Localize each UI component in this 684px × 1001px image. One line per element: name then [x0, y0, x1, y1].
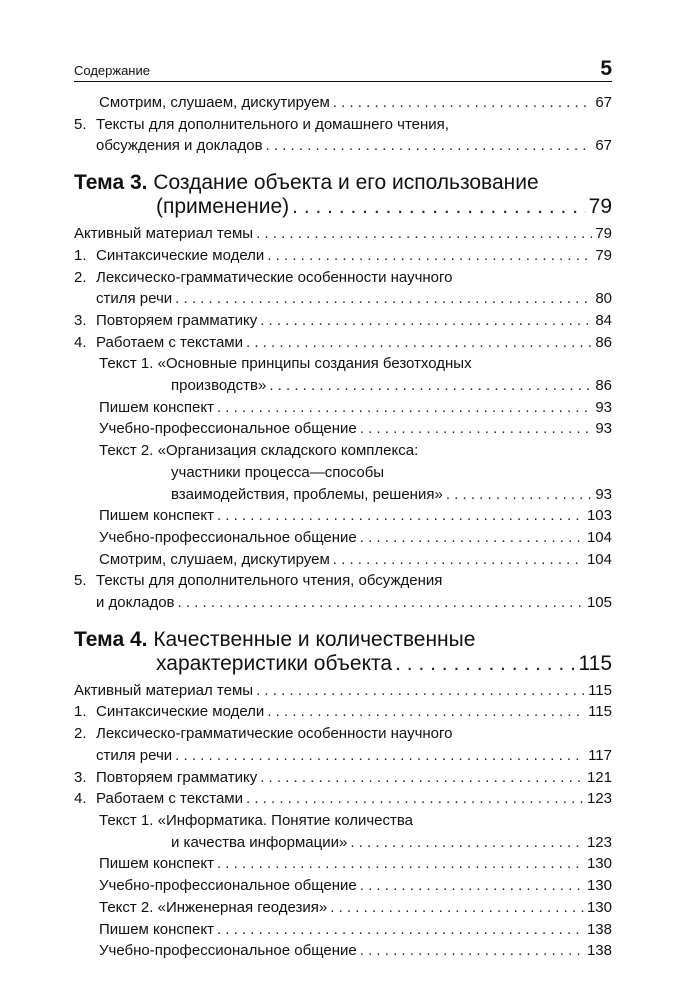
toc-page-ref: 79: [595, 225, 612, 243]
toc-entry-text: Тема 3. Создание объекта и его использование: [74, 171, 539, 195]
dot-leader: [266, 135, 593, 157]
toc-entry[interactable]: [74, 919, 612, 941]
toc-page-ref: 105: [586, 594, 612, 612]
table-of-contents: [74, 92, 612, 962]
toc-page-ref: 130: [586, 898, 612, 916]
toc-page-ref: 117: [588, 746, 612, 764]
dot-leader: [269, 375, 592, 397]
toc-entry-text: Тексты для дополнительного и домашнего чтения,: [96, 115, 449, 133]
toc-entry-number: 2.: [74, 725, 87, 743]
toc-entry-text: Смотрим, слушаем, дискутируем: [99, 94, 330, 111]
toc-entry-text: стиля речи: [96, 746, 173, 764]
toc-entry-cont[interactable]: [74, 592, 612, 614]
dot-leader: [217, 397, 592, 419]
toc-entry[interactable]: [74, 875, 612, 897]
topic-label: Тема 3.: [74, 171, 148, 195]
toc-entry[interactable]: [74, 505, 612, 527]
dot-leader: [246, 332, 592, 354]
toc-entry-text: (применение): [156, 195, 290, 219]
toc-page: [74, 56, 612, 962]
dot-leader: [260, 310, 592, 332]
dot-leader: [260, 767, 584, 789]
toc-entry-cont[interactable]: [74, 832, 612, 854]
toc-entry[interactable]: [74, 114, 612, 136]
toc-entry[interactable]: [74, 223, 612, 245]
toc-entry-text: характеристики объекта: [156, 651, 393, 675]
dot-leader: [217, 853, 584, 875]
toc-page-ref: 84: [595, 311, 612, 329]
dot-leader: [267, 245, 592, 267]
toc-entry-text: Учебно-профессиональное общение: [99, 877, 357, 895]
dot-leader: [446, 484, 593, 506]
toc-page-ref: 86: [595, 377, 612, 395]
toc-page-ref: 104: [586, 528, 612, 546]
toc-entry-number: 5.: [74, 115, 87, 133]
dot-leader: [350, 832, 584, 854]
dot-leader: [360, 875, 584, 897]
dot-leader: [333, 549, 584, 571]
toc-entry-text: Повторяем грамматику: [96, 768, 258, 786]
toc-entry[interactable]: [74, 570, 612, 592]
dot-leader: [267, 701, 585, 723]
dot-leader: [175, 288, 592, 310]
toc-entry-text: Смотрим, слушаем, дискутируем: [99, 550, 330, 568]
dot-leader: [395, 652, 575, 676]
toc-page-ref: 115: [588, 681, 612, 699]
dot-leader: [360, 527, 584, 549]
toc-entry-text: Работаем с текстами: [96, 790, 243, 808]
toc-entry[interactable]: [74, 810, 612, 832]
dot-leader: [330, 897, 584, 919]
toc-entry-number: 1.: [74, 703, 87, 721]
toc-entry[interactable]: [74, 310, 612, 332]
toc-entry-text: Активный материал темы: [74, 225, 254, 243]
toc-page-ref: 121: [586, 768, 612, 786]
toc-page-ref: 67: [595, 137, 612, 155]
toc-entry-text: Тексты для дополнительного чтения, обсуждения: [96, 572, 443, 590]
toc-page-ref: 130: [586, 877, 612, 895]
toc-page-ref: 115: [588, 703, 612, 721]
toc-entry-text: и докладов: [96, 594, 175, 612]
dot-leader: [360, 418, 593, 440]
toc-page-ref: 79: [595, 246, 612, 264]
toc-entry-text: Синтаксические модели: [96, 703, 265, 721]
toc-entry-text: и качества информации»: [171, 833, 348, 851]
toc-page-ref: 93: [595, 420, 612, 438]
toc-entry[interactable]: [74, 418, 612, 440]
toc-entry[interactable]: [74, 788, 612, 810]
toc-entry-cont[interactable]: [74, 375, 612, 397]
toc-entry[interactable]: [74, 767, 612, 789]
toc-page-ref: 130: [586, 855, 612, 873]
toc-entry[interactable]: [74, 549, 612, 571]
toc-entry[interactable]: [74, 332, 612, 354]
toc-entry-number: 3.: [74, 311, 87, 329]
toc-entry-text: Пишем конспект: [99, 398, 214, 416]
toc-entry-number: 1.: [74, 246, 87, 264]
toc-entry-text: обсуждения и докладов: [96, 137, 263, 155]
toc-entry-text: Лексическо-грамматические особенности научного: [96, 725, 453, 743]
dot-leader: [292, 195, 585, 219]
toc-entry-number: 3.: [74, 768, 87, 786]
dot-leader: [217, 505, 584, 527]
dot-leader: [333, 92, 593, 114]
dot-leader: [175, 745, 585, 767]
toc-entry-text: Активный материал темы: [74, 681, 254, 699]
toc-page-ref: 138: [586, 920, 612, 938]
toc-entry-text: производств»: [171, 377, 267, 395]
toc-entry[interactable]: [74, 723, 612, 745]
toc-entry-text: Текст 1. «Информатика. Понятие количества: [99, 811, 414, 829]
dot-leader: [256, 223, 592, 245]
toc-page-ref: 86: [595, 333, 612, 351]
toc-entry-text: Текст 2. «Инженерная геодезия»: [99, 898, 328, 916]
toc-entry-text: Повторяем грамматику: [96, 311, 258, 329]
toc-page-ref: 123: [586, 790, 612, 808]
toc-page-ref: 67: [595, 94, 612, 111]
toc-page-ref: 80: [595, 290, 612, 308]
toc-entry-text: Текст 2. «Организация складского комплекса:: [99, 442, 419, 460]
toc-entry-text: Учебно-профессиональное общение: [99, 942, 357, 960]
toc-entry-text: Пишем конспект: [99, 507, 214, 525]
topic-label: Тема 4.: [74, 627, 148, 651]
toc-entry-cont[interactable]: [74, 462, 612, 484]
toc-entry-cont[interactable]: [74, 745, 612, 767]
toc-entry-number: 5.: [74, 572, 87, 590]
toc-entry-text: Текст 1. «Основные принципы создания безотходных: [99, 355, 472, 373]
toc-entry-text: взаимодействия, проблемы, решения»: [171, 485, 443, 503]
toc-page-ref: 138: [586, 942, 612, 960]
toc-entry[interactable]: [74, 245, 612, 267]
toc-page-ref: 93: [595, 485, 612, 503]
toc-entry[interactable]: [74, 680, 612, 702]
toc-entry-number: 4.: [74, 333, 87, 351]
toc-entry-cont[interactable]: [74, 288, 612, 310]
toc-entry[interactable]: [74, 897, 612, 919]
toc-entry-text: Лексическо-грамматические особенности научного: [96, 268, 453, 286]
toc-entry[interactable]: [74, 440, 612, 462]
toc-page-ref: 104: [586, 550, 612, 568]
toc-entry[interactable]: [74, 853, 612, 875]
toc-entry-text: Синтаксические модели: [96, 246, 265, 264]
topic-heading[interactable]: [74, 628, 612, 676]
toc-entry-text: Учебно-профессиональное общение: [99, 420, 357, 438]
dot-leader: [360, 940, 584, 962]
toc-entry[interactable]: [74, 701, 612, 723]
toc-entry-text: участники процесса—способы: [171, 463, 385, 481]
toc-page-ref: 79: [588, 195, 612, 219]
toc-entry[interactable]: [74, 940, 612, 962]
toc-entry-text: Учебно-профессиональное общение: [99, 528, 357, 546]
toc-page-ref: 115: [578, 651, 612, 675]
toc-entry-text: Пишем конспект: [99, 920, 214, 938]
toc-entry-number: 4.: [74, 790, 87, 808]
toc-entry-text: стиля речи: [96, 290, 173, 308]
toc-page-ref: 123: [586, 833, 612, 851]
toc-page-ref: 93: [595, 398, 612, 416]
toc-entry[interactable]: [74, 353, 612, 375]
dot-leader: [246, 788, 584, 810]
toc-entry-cont[interactable]: [74, 484, 612, 506]
toc-entry-text: Тема 4. Качественные и количественные: [74, 627, 476, 651]
page-number: 5: [600, 57, 612, 80]
toc-entry[interactable]: [74, 397, 612, 419]
toc-entry[interactable]: [74, 92, 612, 114]
running-title: Содержание: [74, 63, 150, 78]
dot-leader: [178, 592, 584, 614]
toc-page-ref: 103: [586, 507, 612, 525]
dot-leader: [217, 919, 584, 941]
dot-leader: [256, 680, 585, 702]
toc-entry[interactable]: [74, 527, 612, 549]
page-header: [74, 56, 612, 82]
toc-entry-text: Пишем конспект: [99, 855, 214, 873]
toc-entry-number: 2.: [74, 268, 87, 286]
toc-entry[interactable]: [74, 267, 612, 289]
topic-heading[interactable]: [74, 171, 612, 219]
toc-entry-cont[interactable]: [74, 135, 612, 157]
toc-entry-text: Работаем с текстами: [96, 333, 243, 351]
